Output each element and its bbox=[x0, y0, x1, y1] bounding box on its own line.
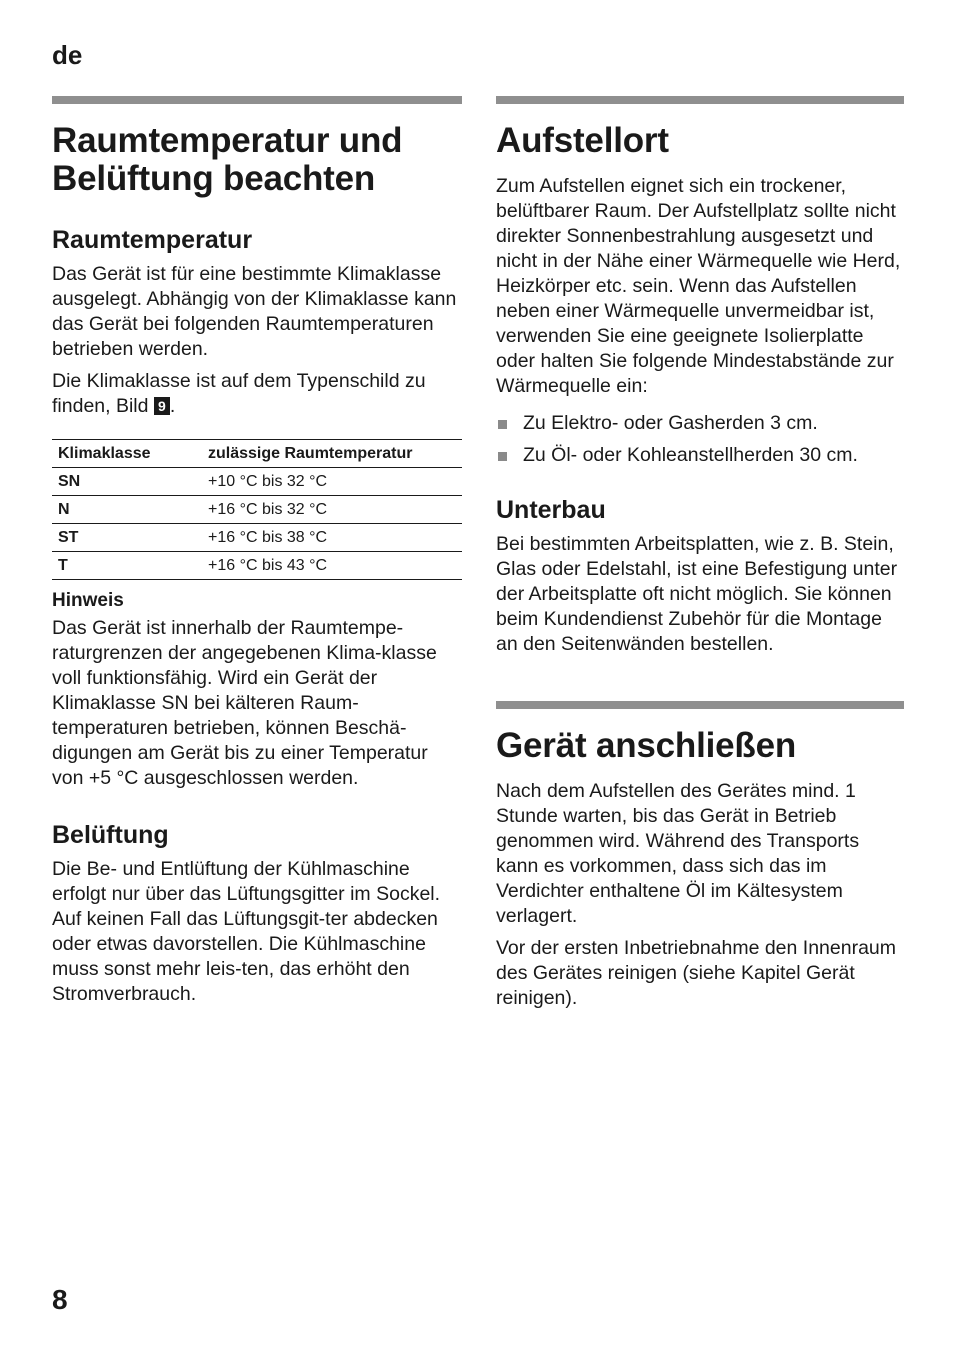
table-header-raumtemperatur: zulässige Raumtemperatur bbox=[202, 440, 462, 468]
note-heading: Hinweis bbox=[52, 590, 124, 611]
subheading-raumtemperatur: Raumtemperatur bbox=[52, 226, 253, 254]
subheading-unterbau: Unterbau bbox=[496, 496, 606, 524]
table-cell-range: +16 °C bis 38 °C bbox=[202, 524, 462, 552]
table-header-klimaklasse: Klimaklasse bbox=[52, 440, 202, 468]
section-title-geraet-anschliessen: Gerät anschließen bbox=[496, 726, 797, 765]
paragraph-anschliessen-2: Vor der ersten Inbetriebnahme den Innenraum des Gerätes reinigen (siehe Kapitel Gerät reinigen). bbox=[496, 937, 897, 1009]
paragraph-typenschild bbox=[52, 369, 462, 419]
paragraph-aufstellort: Zum Aufstellen eignet sich ein trockener, belüftbarer Raum. Der Aufstellplatz sollte nicht direkter Sonnenbestrahlung ausgesetzt und nicht in der Nähe einer Wärmequelle wie Herd, Heizkörper etc. sein. Wenn das Aufstellen neben einer Wärmequelle unvermeidbar ist, verwenden Sie eine geeignete Isolierplatte oder halten Sie folgende Mindestabstände zur Wärmequelle ein: bbox=[496, 175, 901, 397]
section-rule bbox=[496, 96, 904, 104]
section-title-raumtemperatur-belueftung: Raumtemperatur und Belüftung beachten bbox=[52, 121, 403, 198]
section-title-aufstellort: Aufstellort bbox=[496, 121, 669, 160]
table-row bbox=[52, 552, 462, 580]
right-column bbox=[496, 96, 904, 1011]
table-row bbox=[52, 496, 462, 524]
table-cell-class: ST bbox=[52, 524, 202, 552]
section-rule bbox=[52, 96, 462, 104]
language-code: de bbox=[52, 40, 83, 70]
table-cell-class: SN bbox=[52, 468, 202, 496]
distance-list bbox=[496, 411, 904, 468]
table-row bbox=[52, 524, 462, 552]
table-cell-class: T bbox=[52, 552, 202, 580]
climate-class-table bbox=[52, 439, 462, 580]
paragraph-unterbau: Bei bestimmten Arbeitsplatten, wie z. B. Stein, Glas oder Edelstahl, ist eine Befestigung unter der Arbeitsplatte oft nicht möglich. Sie können beim Kundendienst Zubehör für die Montage an den Seitenwänden bestellen. bbox=[496, 533, 898, 655]
table-cell-range: +16 °C bis 32 °C bbox=[202, 496, 462, 524]
table-cell-class: N bbox=[52, 496, 202, 524]
list-item: Zu Elektro- oder Gasherden 3 cm. bbox=[496, 411, 904, 436]
note-text: Das Gerät ist innerhalb der Raumtempe-raturgrenzen der angegebenen Klima-klasse voll funktionsfähig. Wird ein Gerät der Klimaklasse SN bei kälteren Raum-temperaturen betrieben, können Beschä-digungen am Gerät bis zu einer Temperatur von +5 °C ausgeschlossen werden. bbox=[52, 617, 437, 789]
figure-reference-badge: 9 bbox=[154, 397, 170, 415]
left-column bbox=[52, 96, 462, 1007]
page-number: 8 bbox=[52, 1284, 68, 1315]
table-row bbox=[52, 468, 462, 496]
paragraph-belueftung: Die Be- und Entlüftung der Kühlmaschine erfolgt nur über das Lüftungsgitter im Sockel. Auf keinen Fall das Lüftungsgit-ter abdecken oder etwas davorstellen. Die Kühlmaschine muss sonst mehr leis-ten, das erhöht den Stromverbrauch. bbox=[52, 858, 441, 1005]
paragraph-anschliessen-1: Nach dem Aufstellen des Gerätes mind. 1 Stunde warten, bis das Gerät in Betrieb genommen wird. Während des Transports kann es vorkommen, dass sich das im Verdichter enthaltene Öl im Kältesystem verlagert. bbox=[496, 780, 860, 927]
section-rule bbox=[496, 701, 904, 709]
typenschild-text: Die Klimaklasse ist auf dem Typenschild zu finden, Bild bbox=[52, 370, 426, 417]
table-cell-range: +16 °C bis 43 °C bbox=[202, 552, 462, 580]
table-cell-range: +10 °C bis 32 °C bbox=[202, 468, 462, 496]
list-item: Zu Öl- oder Kohleanstellherden 30 cm. bbox=[496, 443, 904, 468]
subheading-belueftung: Belüftung bbox=[52, 821, 169, 849]
table-header-row bbox=[52, 440, 462, 468]
typenschild-end: . bbox=[169, 395, 176, 417]
paragraph-klimaklasse: Das Gerät ist für eine bestimmte Klimaklasse ausgelegt. Abhängig von der Klimaklasse kann das Gerät bei folgenden Raumtemperaturen betrieben werden. bbox=[52, 263, 457, 360]
